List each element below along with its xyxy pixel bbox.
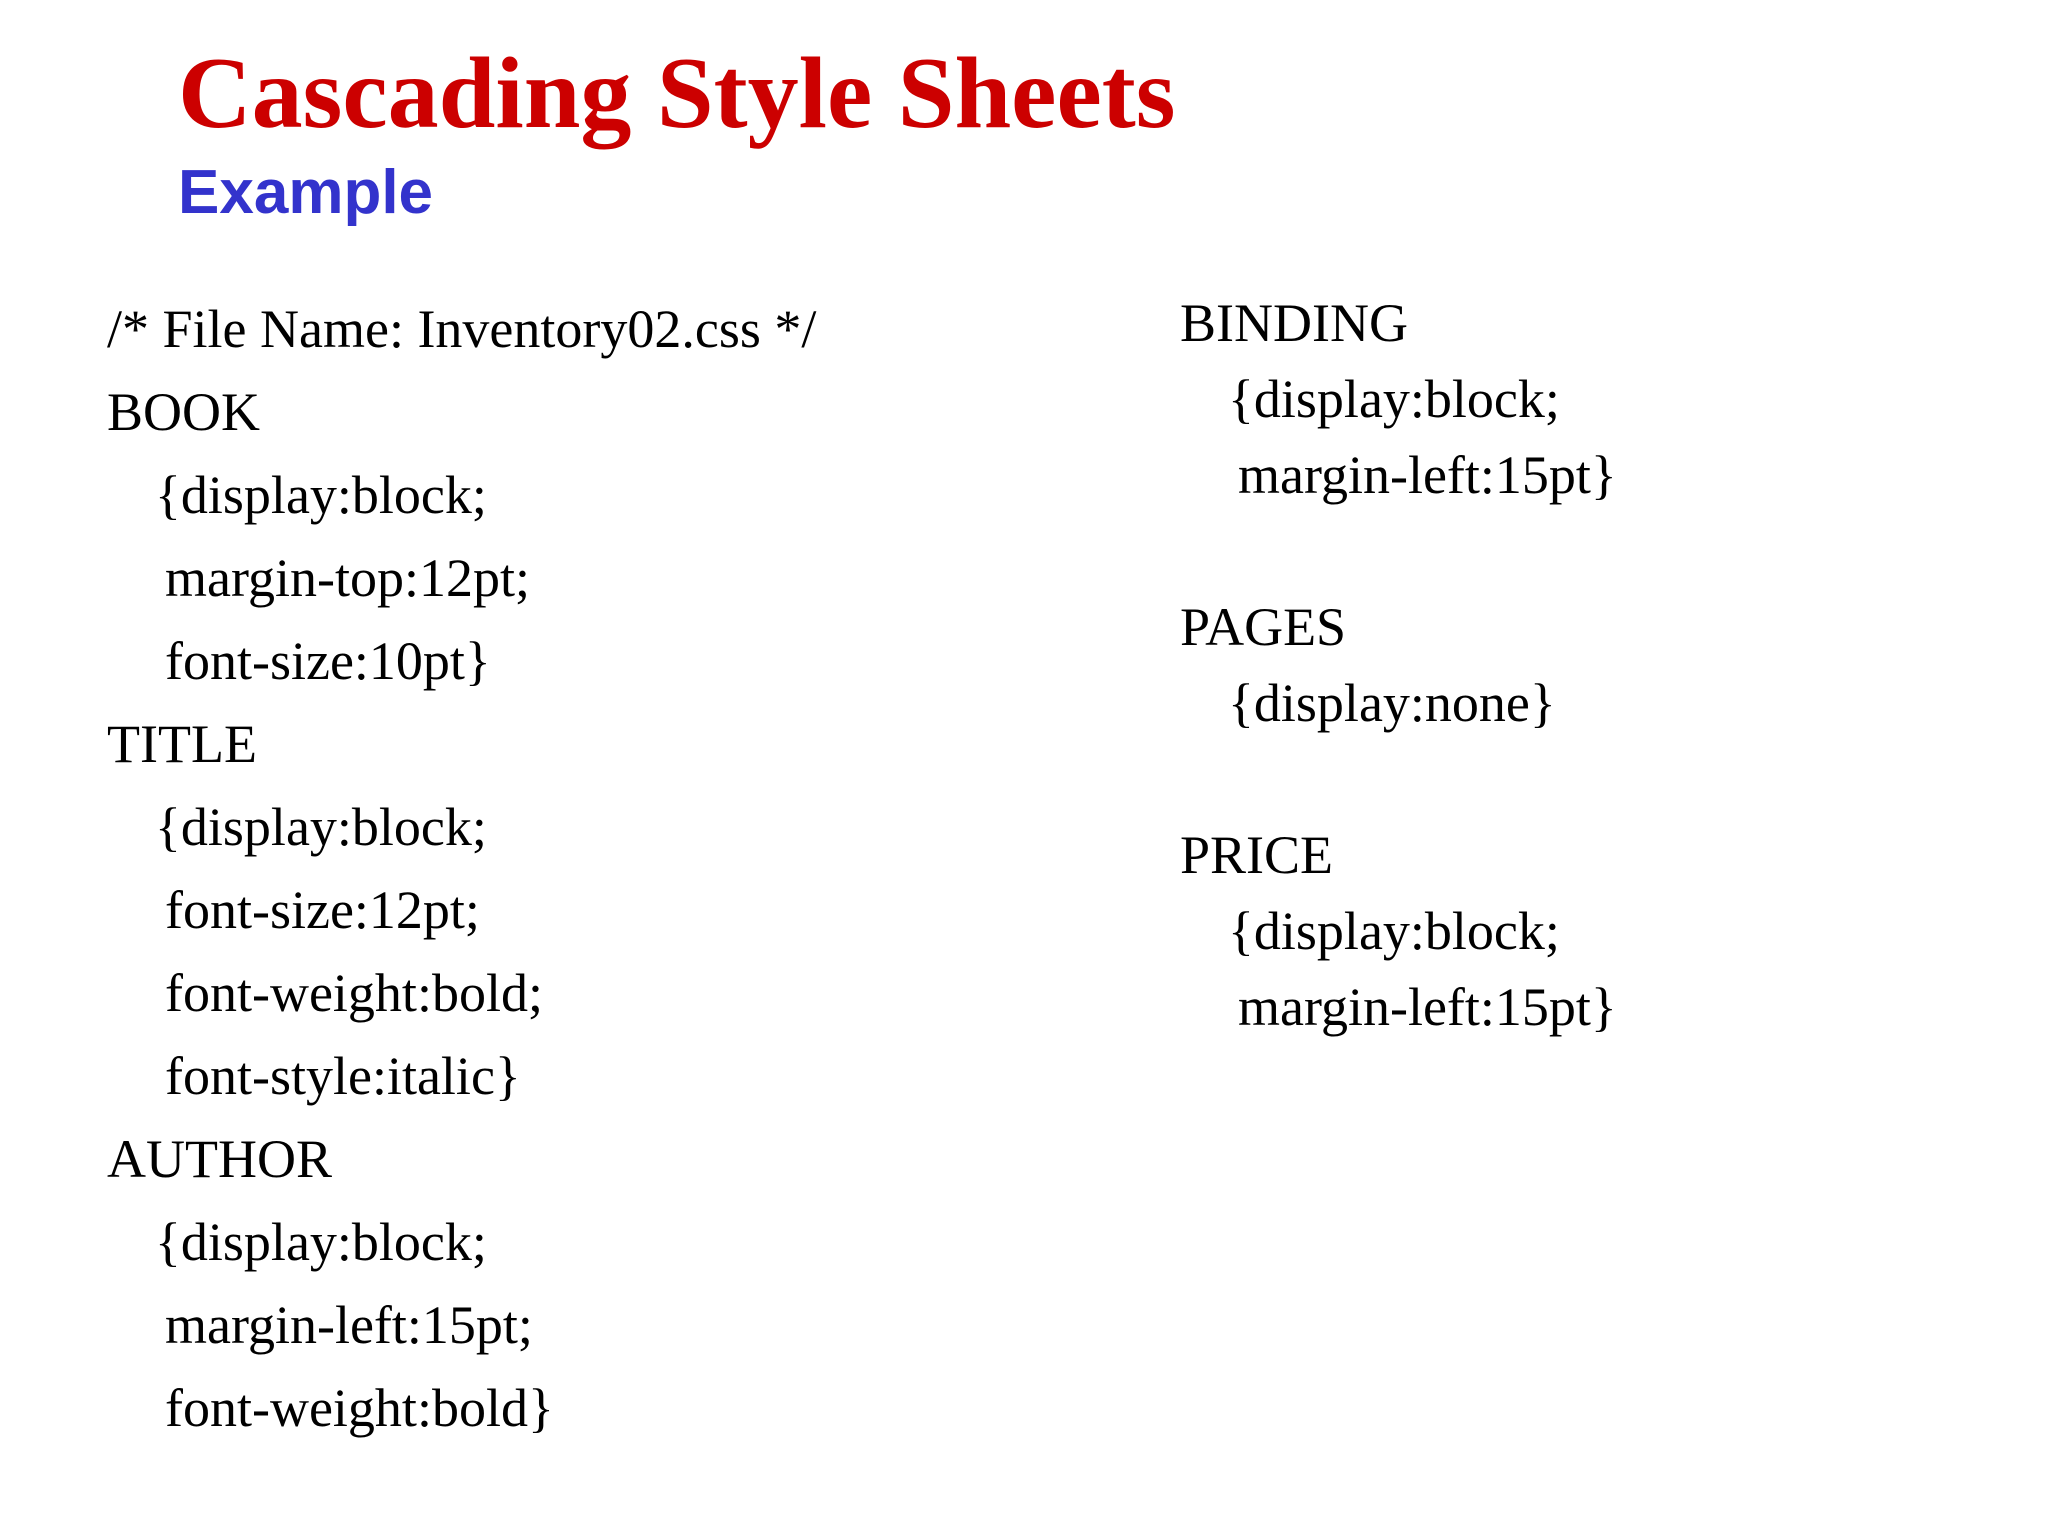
code-line-prop: margin-left:15pt}	[1238, 977, 1617, 1037]
blank-line	[1180, 513, 1617, 589]
slide-title: Cascading Style Sheets	[178, 37, 1176, 150]
code-line-prop: margin-left:15pt;	[165, 1295, 533, 1355]
code-line-selector: AUTHOR	[107, 1129, 332, 1189]
code-line-brace: {display:block;	[155, 797, 487, 857]
css-code-right-column	[1180, 285, 1617, 1045]
code-line-prop: font-size:12pt;	[165, 880, 480, 940]
code-line-brace: {display:block;	[1228, 901, 1560, 961]
code-line-selector: TITLE	[107, 714, 257, 774]
code-line-selector: PAGES	[1180, 597, 1347, 657]
code-line-prop: margin-left:15pt}	[1238, 445, 1617, 505]
code-line-comment: /* File Name: Inventory02.css */	[107, 299, 817, 359]
blank-line	[1180, 741, 1617, 817]
code-line-brace: {display:block;	[155, 465, 487, 525]
code-line-prop: font-weight:bold}	[165, 1378, 554, 1438]
code-line-prop: font-style:italic}	[165, 1046, 521, 1106]
code-line-brace: {display:block;	[155, 1212, 487, 1272]
code-line-selector: BOOK	[107, 382, 261, 442]
code-line-prop: font-size:10pt}	[165, 631, 491, 691]
code-line-selector: PRICE	[1180, 825, 1334, 885]
code-line-selector: BINDING	[1180, 293, 1408, 353]
css-code-left-column	[107, 288, 816, 1450]
code-line-prop: margin-top:12pt;	[165, 548, 530, 608]
code-line-brace: {display:none}	[1228, 673, 1556, 733]
code-line-brace: {display:block;	[1228, 369, 1560, 429]
slide-subtitle: Example	[178, 158, 434, 227]
code-line-prop: font-weight:bold;	[165, 963, 543, 1023]
